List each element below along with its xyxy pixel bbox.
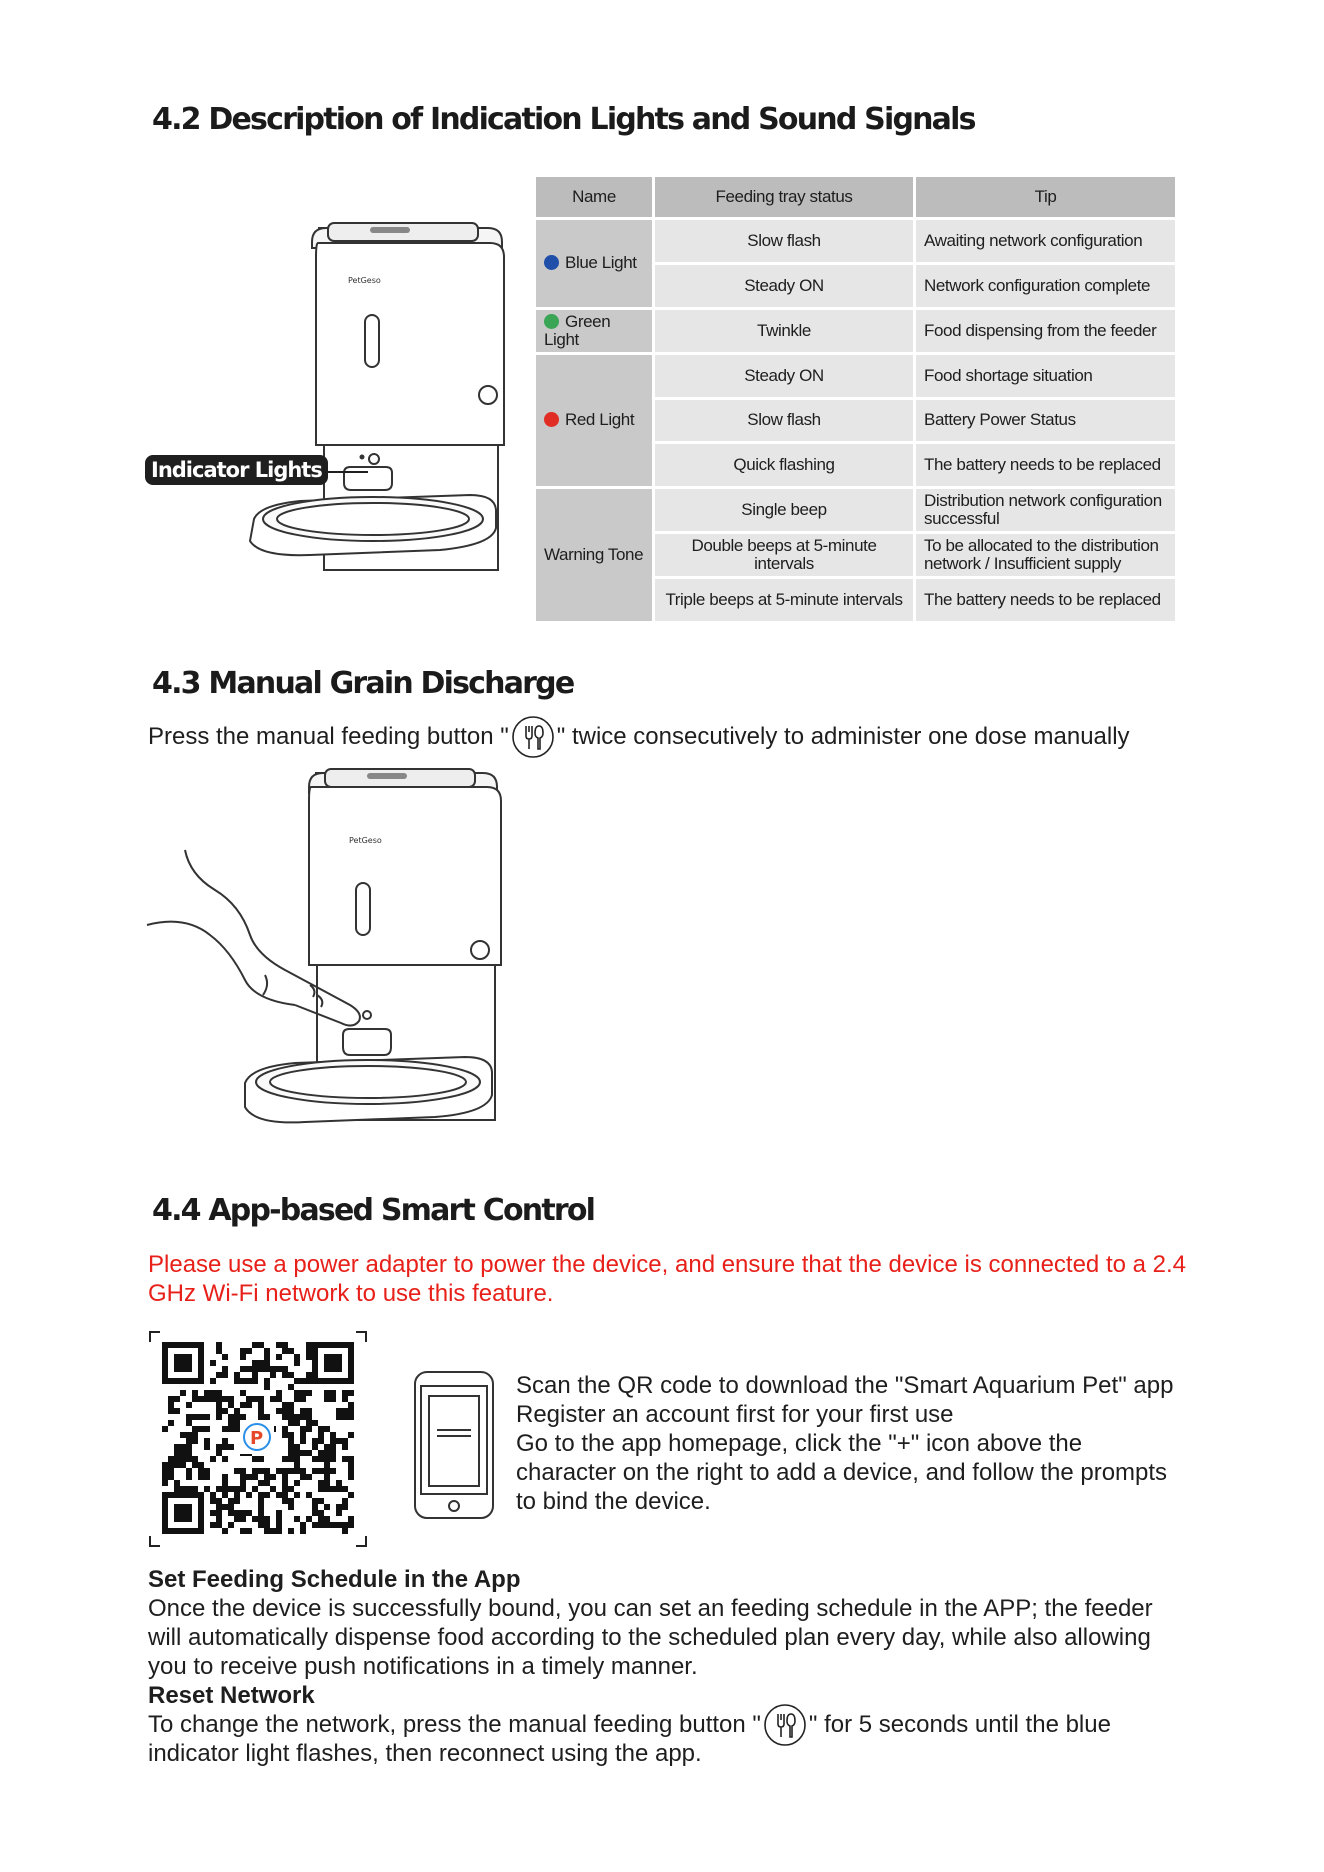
reset-text (148, 1710, 1188, 1768)
instruction-text: Press the manual feeding button " (148, 723, 509, 750)
reset-text-part: To change the network, press the manual feeding button " (148, 1711, 761, 1738)
reset-text-part: " for 5 seconds until the blue indicator light flashes, then reconnect using the app. (148, 1711, 1111, 1767)
table-header-row (536, 177, 1175, 217)
schedule-block (148, 1565, 1188, 1768)
status-cell: Steady ON (655, 265, 913, 307)
smartphone-icon (413, 1370, 495, 1520)
section-title-4-4: 4.4 App-based Smart Control (152, 1193, 595, 1228)
table-row (536, 489, 1175, 531)
indicator-lights-callout: Indicator Lights (145, 455, 328, 485)
qr-code-icon[interactable] (148, 1330, 368, 1548)
section-title-4-2: 4.2 Description of Indication Lights and Sound Signals (152, 102, 975, 137)
power-warning: Please use a power adapter to power the device, and ensure that the device is connected to a 2.4 GHz Wi-Fi network to use this feature. (148, 1251, 1187, 1307)
tip-cell: Battery Power Status (916, 400, 1175, 442)
tip-cell: Awaiting network configuration (916, 220, 1175, 262)
tip-cell: Food shortage situation (916, 355, 1175, 397)
app-instruction-line: Scan the QR code to download the "Smart Aquarium Pet" app (516, 1372, 1174, 1399)
app-logo-icon (244, 1424, 270, 1450)
feeder-illustration (240, 205, 540, 605)
group-green-light (536, 310, 652, 352)
group-blue-light (536, 220, 652, 307)
status-cell: Triple beeps at 5-minute intervals (655, 579, 913, 621)
group-label: Red Light (565, 410, 635, 430)
schedule-text: Once the device is successfully bound, you can set an feeding schedule in the APP; the feeder will automatically dispense food according to the scheduled plan every day, while also allowing you to receive push notifications in a timely manner. (148, 1595, 1153, 1680)
table-row (536, 220, 1175, 262)
group-red-light (536, 355, 652, 487)
header-status: Feeding tray status (655, 177, 913, 217)
group-label: Blue Light (565, 253, 637, 273)
instruction-text: " twice consecutively to administer one dose manually (556, 723, 1130, 750)
table-row (536, 310, 1175, 352)
app-instructions (516, 1371, 1186, 1516)
group-warning-tone (536, 489, 652, 621)
fork-spoon-button-icon (511, 715, 555, 759)
manual-feed-illustration (145, 765, 525, 1160)
header-name: Name (536, 177, 652, 217)
app-instruction-line: Register an account first for your first use (516, 1401, 954, 1428)
status-cell: Double beeps at 5-minute intervals (655, 534, 913, 576)
section-title-4-3: 4.3 Manual Grain Discharge (152, 666, 574, 701)
manual-feed-instruction (148, 722, 1130, 751)
red-dot-icon (544, 412, 559, 427)
app-instruction-line: Go to the app homepage, click the "+" icon above the character on the right to add a device, and follow the prompts to bind the device. (516, 1430, 1168, 1515)
schedule-heading: Set Feeding Schedule in the App (148, 1566, 521, 1593)
status-cell: Steady ON (655, 355, 913, 397)
indicator-table (533, 174, 1178, 624)
tip-cell: Distribution network configuration successful (916, 489, 1175, 531)
brand-label: PetGeso (349, 836, 382, 845)
svg-text:P: P (250, 1428, 264, 1449)
brand-label: PetGeso (348, 276, 381, 285)
tip-cell: The battery needs to be replaced (916, 579, 1175, 621)
tip-cell: Network configuration complete (916, 265, 1175, 307)
status-cell: Slow flash (655, 400, 913, 442)
group-label: Warning Tone (544, 545, 644, 565)
header-tip: Tip (916, 177, 1175, 217)
tip-cell: Food dispensing from the feeder (916, 310, 1175, 352)
group-label: Green Light (544, 311, 611, 349)
table-row (536, 355, 1175, 397)
green-dot-icon (544, 314, 559, 329)
status-cell: Single beep (655, 489, 913, 531)
status-cell: Twinkle (655, 310, 913, 352)
status-cell: Quick flashing (655, 444, 913, 486)
reset-heading: Reset Network (148, 1682, 315, 1709)
blue-dot-icon (544, 255, 559, 270)
tip-cell: The battery needs to be replaced (916, 444, 1175, 486)
tip-cell: To be allocated to the distribution network / Insufficient supply (916, 534, 1175, 576)
fork-spoon-button-icon (763, 1703, 807, 1747)
status-cell: Slow flash (655, 220, 913, 262)
